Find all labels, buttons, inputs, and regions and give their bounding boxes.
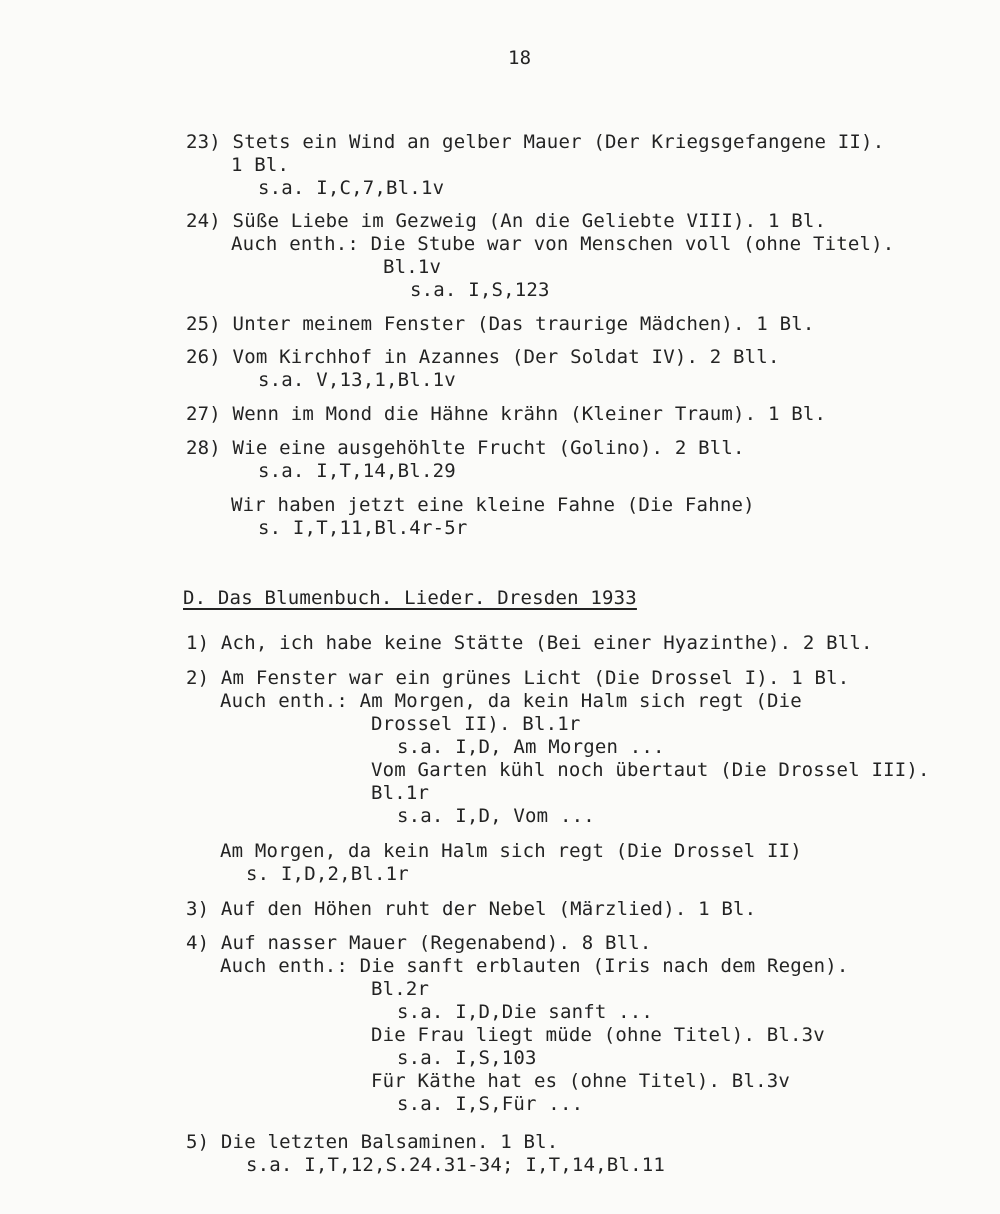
- entry-d4-also2: Die Frau liegt müde (ohne Titel). Bl.3v: [371, 1024, 825, 1046]
- entry-d2: 2) Am Fenster war ein grünes Licht (Die Drossel I). 1 Bl.: [186, 667, 850, 689]
- entry-d2-ref1: s.a. I,D, Am Morgen ...: [397, 736, 665, 758]
- entry-morgen-ref: s. I,D,2,Bl.1r: [246, 863, 409, 885]
- entry-24: 24) Süße Liebe im Gezweig (An die Geliebte VIII). 1 Bl.: [186, 210, 827, 232]
- entry-24-leaf: Bl.1v: [383, 256, 442, 278]
- entry-d4-also: Auch enth.: Die sanft erblauten (Iris nach dem Regen).: [220, 955, 849, 977]
- entry-d4-ref3: s.a. I,S,Für ...: [397, 1093, 584, 1115]
- entry-d5-ref: s.a. I,T,12,S.24.31-34; I,T,14,Bl.11: [246, 1154, 666, 1176]
- entry-28: 28) Wie eine ausgehöhlte Frucht (Golino). 2 Bll.: [186, 437, 745, 459]
- entry-d4-ref2: s.a. I,S,103: [397, 1047, 537, 1069]
- entry-d1: 1) Ach, ich habe keine Stätte (Bei einer Hyazinthe). 2 Bll.: [186, 632, 873, 654]
- entry-28-ref: s.a. I,T,14,Bl.29: [258, 460, 456, 482]
- entry-d2-cont: Drossel II). Bl.1r: [371, 713, 581, 735]
- entry-d2-also: Auch enth.: Am Morgen, da kein Halm sich regt (Die: [220, 690, 802, 712]
- entry-fahne: Wir haben jetzt eine kleine Fahne (Die Fahne): [231, 494, 755, 516]
- section-heading: D. Das Blumenbuch. Lieder. Dresden 1933: [183, 587, 637, 609]
- entry-d4-also3: Für Käthe hat es (ohne Titel). Bl.3v: [371, 1070, 791, 1092]
- entry-24-ref: s.a. I,S,123: [410, 279, 550, 301]
- entry-26-ref: s.a. V,13,1,Bl.1v: [258, 369, 456, 391]
- entry-d4-ref1: s.a. I,D,Die sanft ...: [397, 1001, 654, 1023]
- entry-d4-leaf: Bl.2r: [371, 978, 430, 1000]
- entry-d3: 3) Auf den Höhen ruht der Nebel (Märzlied). 1 Bl.: [186, 898, 757, 920]
- entry-27: 27) Wenn im Mond die Hähne krähn (Kleiner Traum). 1 Bl.: [186, 403, 827, 425]
- entry-26: 26) Vom Kirchhof in Azannes (Der Soldat IV). 2 Bll.: [186, 346, 780, 368]
- entry-morgen: Am Morgen, da kein Halm sich regt (Die Drossel II): [220, 840, 802, 862]
- entry-d4: 4) Auf nasser Mauer (Regenabend). 8 Bll.: [186, 932, 652, 954]
- entry-fahne-ref: s. I,T,11,Bl.4r-5r: [258, 517, 468, 539]
- entry-23-ref: s.a. I,C,7,Bl.1v: [258, 177, 445, 199]
- entry-25: 25) Unter meinem Fenster (Das traurige Mädchen). 1 Bl.: [186, 313, 815, 335]
- entry-d5: 5) Die letzten Balsaminen. 1 Bl.: [186, 1131, 559, 1153]
- entry-24-also: Auch enth.: Die Stube war von Menschen voll (ohne Titel).: [231, 233, 895, 255]
- page-number: 18: [508, 47, 532, 69]
- entry-23-leaves: 1 Bl.: [231, 154, 290, 176]
- entry-23: 23) Stets ein Wind an gelber Mauer (Der Kriegsgefangene II).: [186, 131, 885, 153]
- entry-d2-also2: Vom Garten kühl noch übertaut (Die Drossel III).: [371, 759, 930, 781]
- entry-d2-leaf: Bl.1r: [371, 782, 430, 804]
- entry-d2-ref2: s.a. I,D, Vom ...: [397, 805, 595, 827]
